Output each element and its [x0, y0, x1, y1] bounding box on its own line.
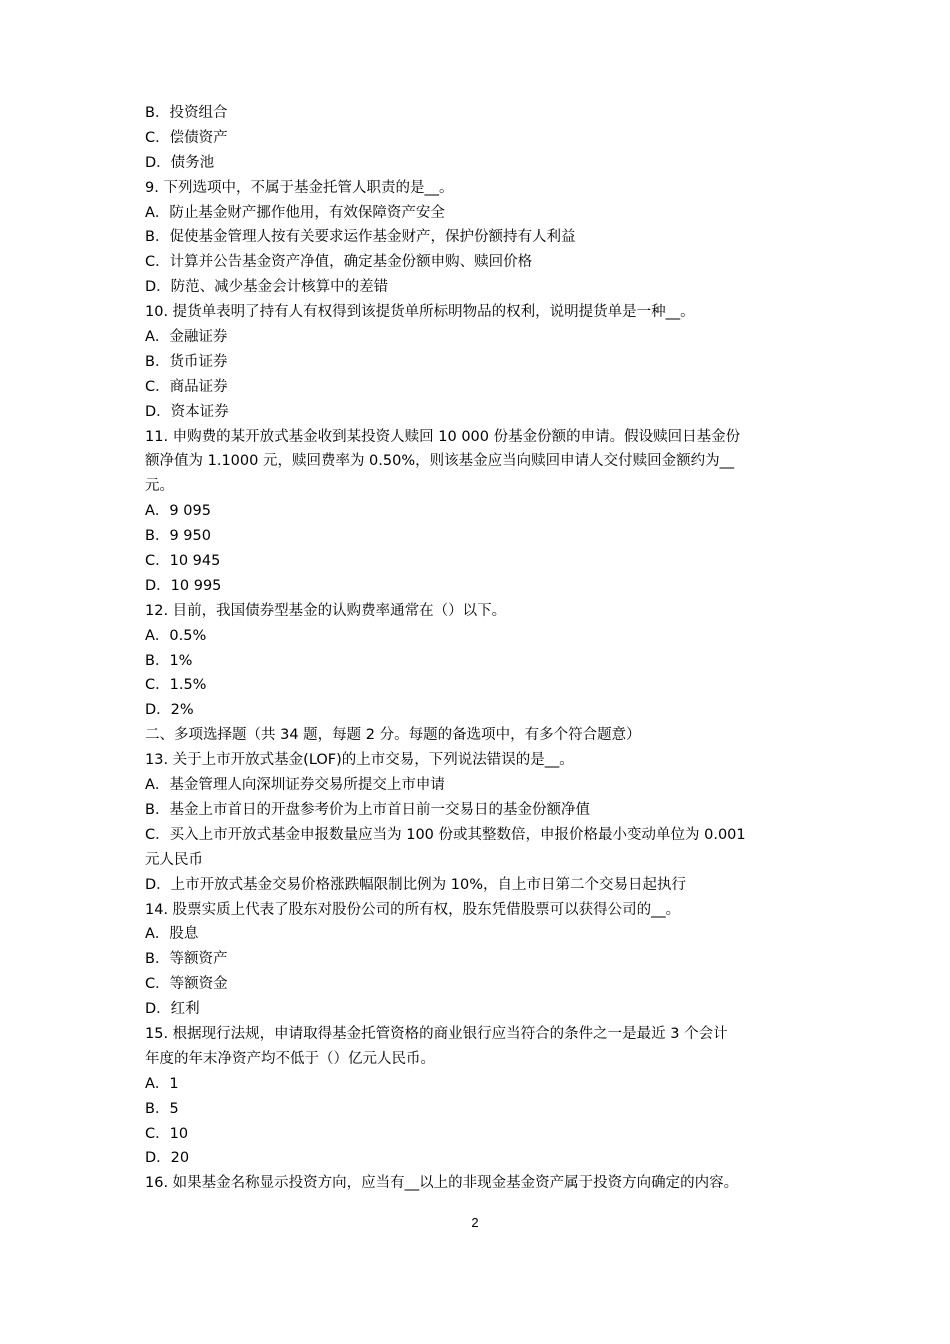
- text-line: 9. 下列选项中，不属于基金托管人职责的是__。: [145, 179, 454, 196]
- text-line: 二、多项选择题（共 34 题，每题 2 分。每题的备选项中，有多个符合题意）: [145, 727, 641, 744]
- text-line: 15. 根据现行法规，申请取得基金托管资格的商业银行应当符合的条件之一是最近 3 个会计: [145, 1025, 728, 1042]
- text-line: A．1: [145, 1075, 179, 1092]
- text-line: 13. 关于上市开放式基金(LOF)的上市交易，下列说法错误的是__。: [145, 752, 574, 769]
- text-line: A．0.5%: [145, 627, 207, 644]
- text-line: B．货币证券: [145, 353, 228, 370]
- text-line: C．10 945: [145, 553, 221, 570]
- text-line: A．金融证券: [145, 329, 228, 346]
- text-line: D．10 995: [145, 577, 222, 594]
- text-line: A．股息: [145, 926, 199, 943]
- text-line: D．资本证券: [145, 403, 229, 420]
- text-line: D．20: [145, 1150, 190, 1167]
- text-line: C．偿债资产: [145, 129, 228, 146]
- text-line: C．计算并公告基金资产净值，确定基金份额申购、赎回价格: [145, 254, 533, 271]
- text-line: A．9 095: [145, 503, 211, 520]
- text-line: D．上市开放式基金交易价格涨跌幅限制比例为 10%，自上市日第二个交易日起执行: [145, 876, 686, 893]
- text-line: B．促使基金管理人按有关要求运作基金财产，保护份额持有人利益: [145, 229, 576, 246]
- text-line: B．基金上市首日的开盘参考价为上市首日前一交易日的基金份额净值: [145, 801, 590, 818]
- text-line: C．商品证券: [145, 378, 228, 395]
- text-line: D．债务池: [145, 154, 215, 171]
- text-line: C．1.5%: [145, 677, 207, 694]
- text-line: A．基金管理人向深圳证券交易所提交上市申请: [145, 777, 445, 794]
- text-line: D．防范、减少基金会计核算中的差错: [145, 279, 389, 296]
- text-line: 元人民币: [145, 851, 203, 868]
- page-content: [145, 101, 813, 1196]
- page-number: 2: [471, 1215, 479, 1230]
- text-line: 元。: [145, 478, 174, 495]
- text-line: B．投资组合: [145, 105, 228, 121]
- text-line: 11. 申购费的某开放式基金收到某投资人赎回 10 000 份基金份额的申请。假设赎回日基金份: [145, 428, 741, 445]
- text-line: 14. 股票实质上代表了股东对股份公司的所有权，股东凭借股票可以获得公司的__。: [145, 901, 681, 918]
- text-line: 10. 提货单表明了持有人有权得到该提货单所标明物品的权利，说明提货单是一种__。: [145, 304, 695, 321]
- text-line: B．5: [145, 1100, 179, 1117]
- text-line: C．等额资金: [145, 976, 228, 993]
- text-line: D．红利: [145, 1001, 200, 1018]
- text-line: B．1%: [145, 652, 193, 669]
- text-line: 年度的年末净资产均不低于（）亿元人民币。: [145, 1050, 435, 1067]
- text-line: 16. 如果基金名称显示投资方向，应当有__以上的非现金基金资产属于投资方向确定的内容。: [145, 1175, 739, 1192]
- text-line: B．9 950: [145, 528, 211, 545]
- text-line: A．防止基金财产挪作他用，有效保障资产安全: [145, 204, 445, 221]
- text-line: C．10: [145, 1125, 189, 1142]
- text-line: D．2%: [145, 702, 194, 719]
- text-line: B．等额资产: [145, 951, 228, 968]
- text-line: 12. 目前，我国债券型基金的认购费率通常在（）以下。: [145, 602, 507, 619]
- text-line: C．买入上市开放式基金申报数量应当为 100 份或其整数倍，申报价格最小变动单位为 0.001: [145, 826, 746, 843]
- text-line: 额净值为 1.1000 元，赎回费率为 0.50%，则该基金应当向赎回申请人交付赎回金额约为__: [145, 453, 735, 470]
